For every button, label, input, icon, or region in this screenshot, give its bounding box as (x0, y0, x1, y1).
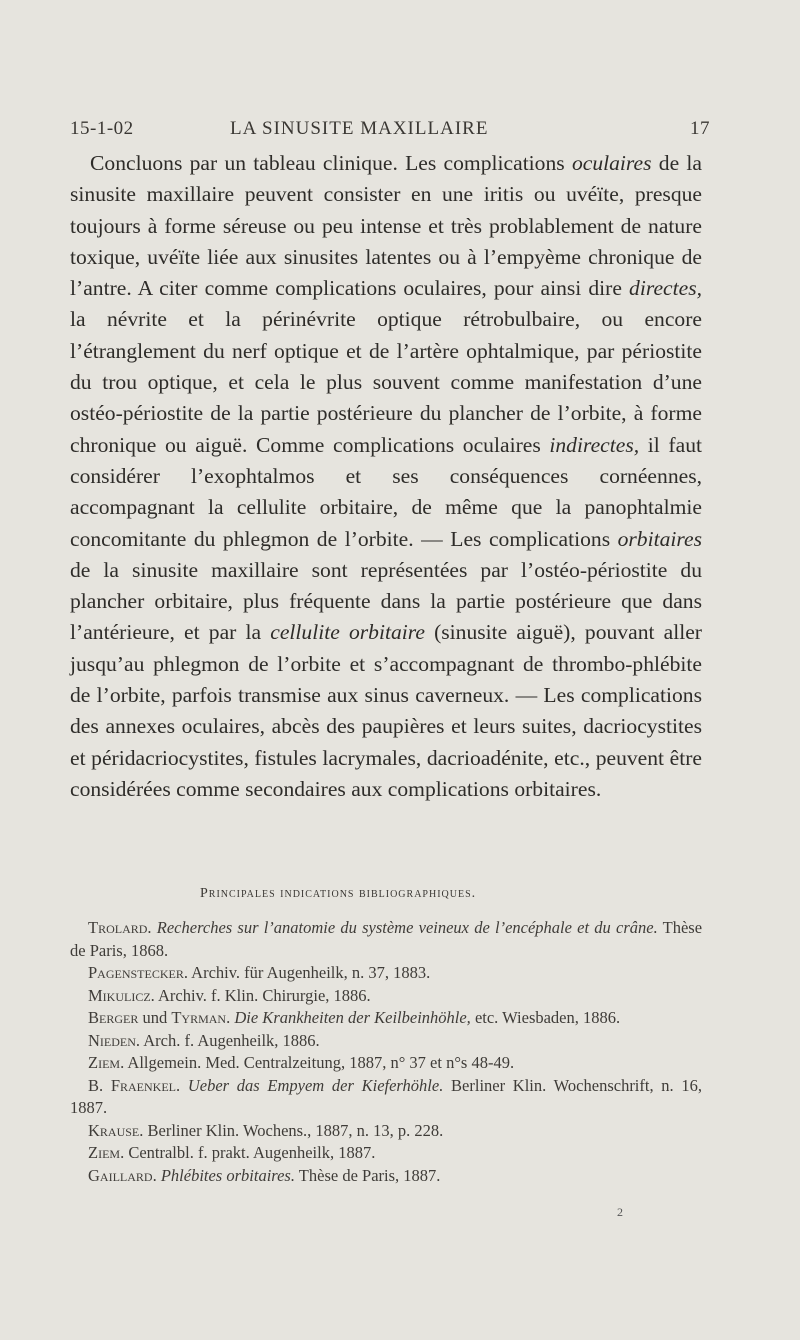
italic-term: directes, (629, 276, 702, 301)
bibliography-entry: Mikulicz. Archiv. f. Klin. Chirurgie, 1886. (88, 985, 371, 1005)
bibliography-entry: Ziem. Allgemein. Med. Centralzeitung, 1887, n° 37 et n°s 48-49. (88, 1053, 515, 1072)
bibliography-list (70, 917, 702, 1187)
body-text (70, 148, 702, 805)
text-run: de la sinusite maxillaire peuvent consister en une iritis ou uvéïte, presque toujours à forme séreuse ou peu intense et très problablement de nature toxique, uvéïte liée aux sinusites latentes ou à l’empyème chronique de l’antre. A citer comme complications oculaires, pour ainsi dire (70, 151, 703, 301)
header-date: 15-1-02 (70, 118, 134, 139)
bibliography-entry: Ziem. Centralbl. f. prakt. Augenheilk, 1887. (88, 1143, 376, 1162)
italic-term: oculaires (571, 151, 652, 175)
italic-term: indirectes, (549, 432, 640, 457)
header-page-number: 17 (690, 118, 710, 139)
bibliography-entry: Pagenstecker. Archiv. für Augenheilk, n. 37, 1883. (88, 963, 431, 982)
bibliography-entry: Trolard. Recherches sur l’anatomie du système veineux de l’encéphale et du crâne. Thèse de Paris, 1868. (70, 918, 703, 960)
text-run: de la sinusite maxillaire sont représentées par l’ostéo-périostite du plancher orbitaire, plus fréquente dans la partie postérieure que dans l’antérieure, et par la (70, 557, 702, 645)
italic-term: orbitaires (617, 526, 702, 551)
text-run: Concluons par un tableau clinique. Les complications (90, 151, 572, 175)
running-header (70, 118, 710, 144)
text-run: (sinusite aiguë), pouvant aller jusqu’au phlegmon de l’orbite et s’accompagnant de thrombo-phlébite de l’orbite, parfois transmise aux sinus caverneux. — Les complications des annexes oculaires, abcès des paupières et leurs suites, dacriocystites et péridacriocystites, fistules lacrymales, dacrioadénite, etc., peuvent être considérées comme secondaires aux complications orbitaires. (70, 620, 702, 801)
bibliography-entry: Krause. Berliner Klin. Wochens., 1887, n. 13, p. 228. (88, 1120, 444, 1140)
paragraph (70, 148, 702, 805)
italic-term: cellulite orbitaire (270, 620, 425, 645)
bibliography-entry: Gaillard. Phlébites orbitaires. Thèse de Paris, 1887. (88, 1165, 441, 1185)
header-title: LA SINUSITE MAXILLAIRE (230, 118, 489, 139)
signature-mark: 2 (617, 1205, 623, 1219)
bibliography-title: Principales indications bibliographiques. (200, 886, 477, 901)
bibliography-entry: Nieden. Arch. f. Augenheilk, 1886. (88, 1030, 320, 1050)
text-run: il faut considérer l’exophtalmos et ses conséquences cornéennes, accompagnant la cellulite orbitaire, de même que la panophtalmie concomitante du phlegmon de l’orbite. — Les complications (70, 432, 702, 551)
bibliography-entry: B. Fraenkel. Ueber das Empyem der Kieferhöhle. Berliner Klin. Wochenschrift, n. 16, 1887. (70, 1075, 703, 1117)
bibliography-entry: Berger und Tyrman. Die Krankheiten der Keilbeinhöhle, etc. Wiesbaden, 1886. (88, 1008, 621, 1027)
text-run: la névrite et la périnévrite optique rétrobulbaire, ou encore l’étranglement du nerf optique et de l’artère ophtalmique, par périostite du trou optique, et cela le plus souvent comme manifestation d’une ostéo-périostite de la partie postérieure du plancher de l’orbite, à forme chronique ou aiguë. Comme complications oculaires (70, 307, 702, 457)
